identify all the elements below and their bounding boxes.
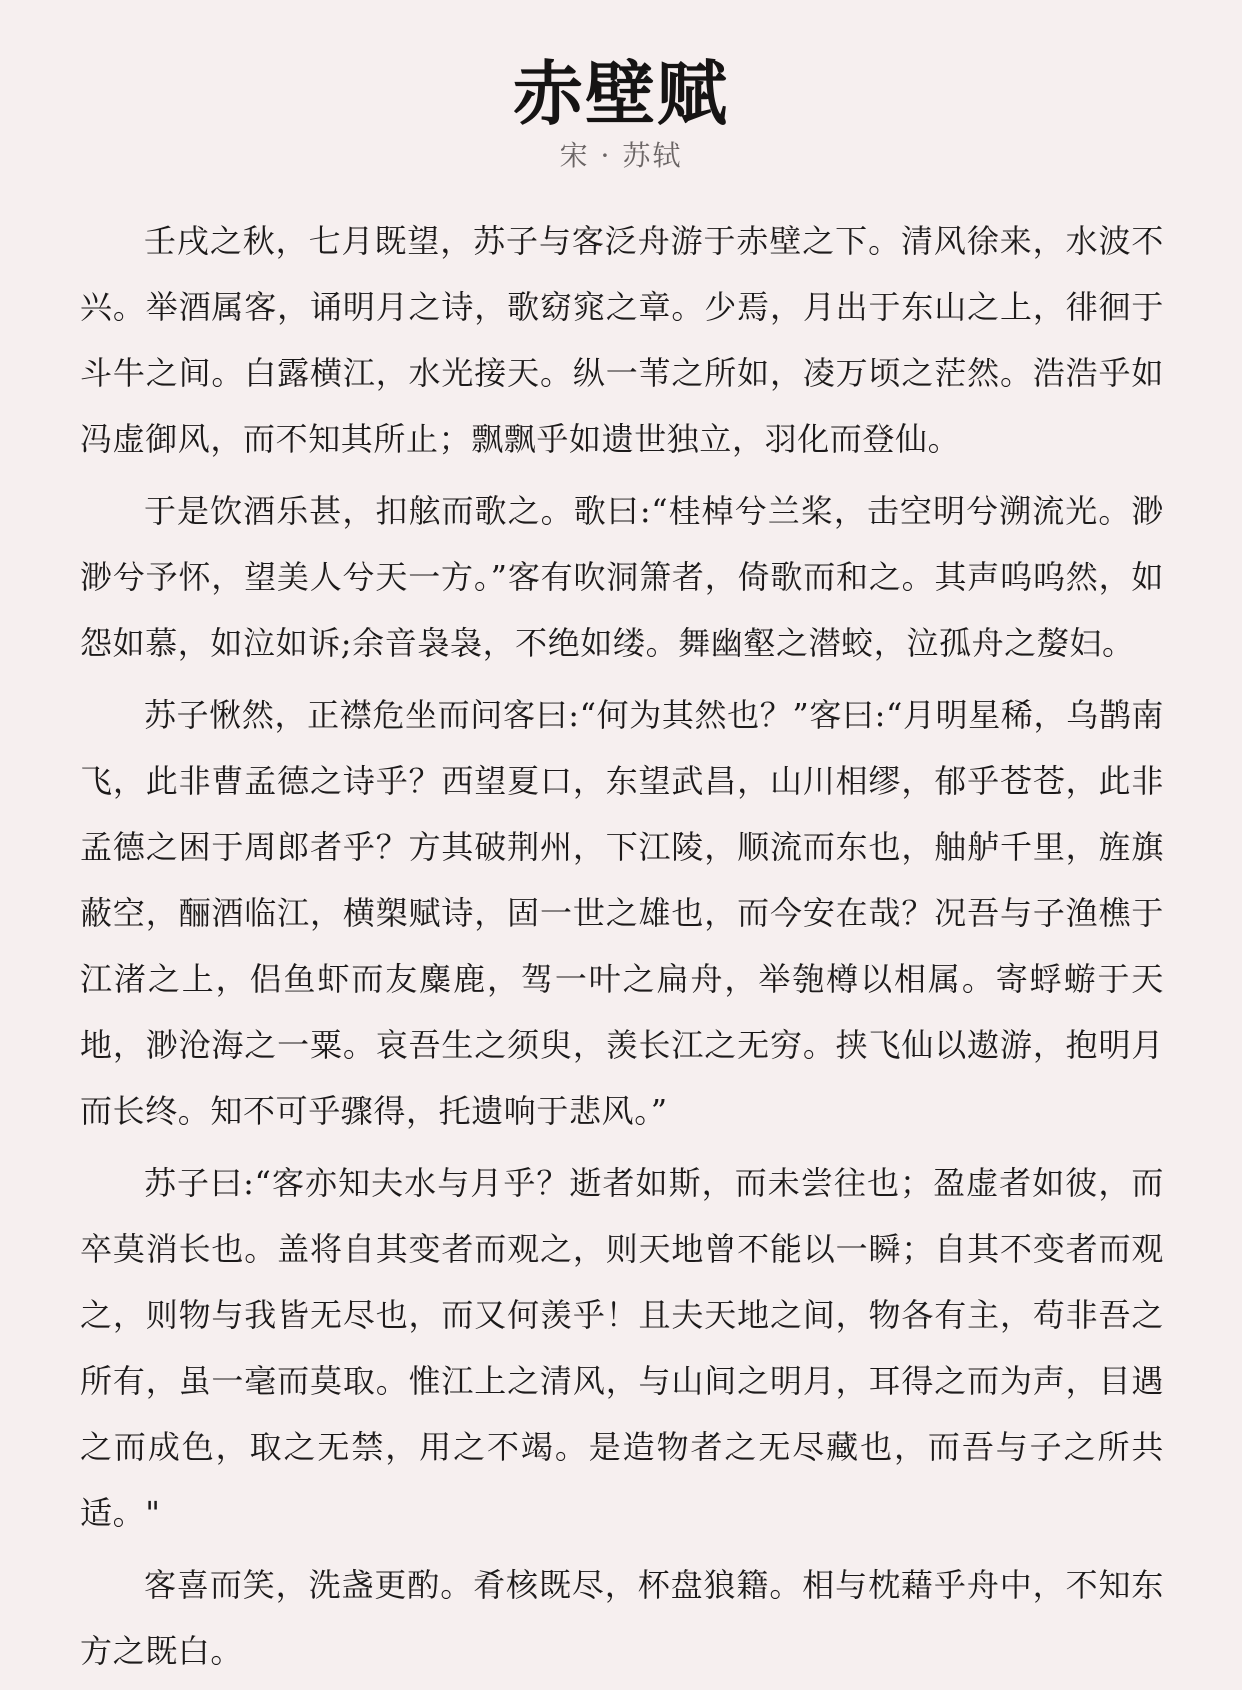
- document-title: 赤壁赋: [513, 52, 729, 135]
- paragraph-2: 于是饮酒乐甚，扣舷而歌之。歌曰:“桂棹兮兰桨，击空明兮溯流光。渺渺兮予怀，望美人兮天一方。”客有吹洞箫者，倚歌而和之。其声呜呜然，如怨如慕，如泣如诉;余音袅袅，不绝如缕。舞幽壑之潜蛟，泣孤舟之嫠妇。: [80, 492, 1164, 662]
- author-byline: 宋 · 苏轼: [559, 139, 683, 172]
- paragraph-1: 壬戌之秋，七月既望，苏子与客泛舟游于赤壁之下。清风徐来，水波不兴。举酒属客，诵明月之诗，歌窈窕之章。少焉，月出于东山之上，徘徊于斗牛之间。白露横江，水光接天。纵一苇之所如，凌万顷之茫然。浩浩乎如冯虚御风，而不知其所止；飘飘乎如遗世独立，羽化而登仙。: [80, 222, 1164, 458]
- paragraph-5: 客喜而笑，洗盏更酌。肴核既尽，杯盘狼籍。相与枕藉乎舟中，不知东方之既白。: [80, 1566, 1164, 1670]
- paragraph-3: 苏子愀然，正襟危坐而问客曰:“何为其然也？”客曰:“月明星稀，乌鹊南飞，此非曹孟德之诗乎？西望夏口，东望武昌，山川相缪，郁乎苍苍，此非孟德之困于周郎者乎？方其破荆州，下江陵，顺流而东也，舳舻千里，旌旗蔽空，酾酒临江，横槊赋诗，固一世之雄也，而今安在哉？况吾与子渔樵于江渚之上，侣鱼虾而友麋鹿，驾一叶之扁舟，举匏樽以相属。寄蜉蝣于天地，渺沧海之一粟。哀吾生之须臾，羡长江之无穷。挟飞仙以遨游，抱明月而长终。知不可乎骤得，托遗响于悲风。”: [80, 696, 1164, 1130]
- document-body: [80, 208, 1164, 1690]
- paragraph-4: 苏子曰:“客亦知夫水与月乎？逝者如斯，而未尝往也；盈虚者如彼，而卒莫消长也。盖将自其变者而观之，则天地曾不能以一瞬；自其不变者而观之，则物与我皆无尽也，而又何羡乎！且夫天地之间，物各有主，苟非吾之所有，虽一毫而莫取。惟江上之清风，与山间之明月，耳得之而为声，目遇之而成色，取之无禁，用之不竭。是造物者之无尽藏也，而吾与子之所共适。": [80, 1164, 1164, 1532]
